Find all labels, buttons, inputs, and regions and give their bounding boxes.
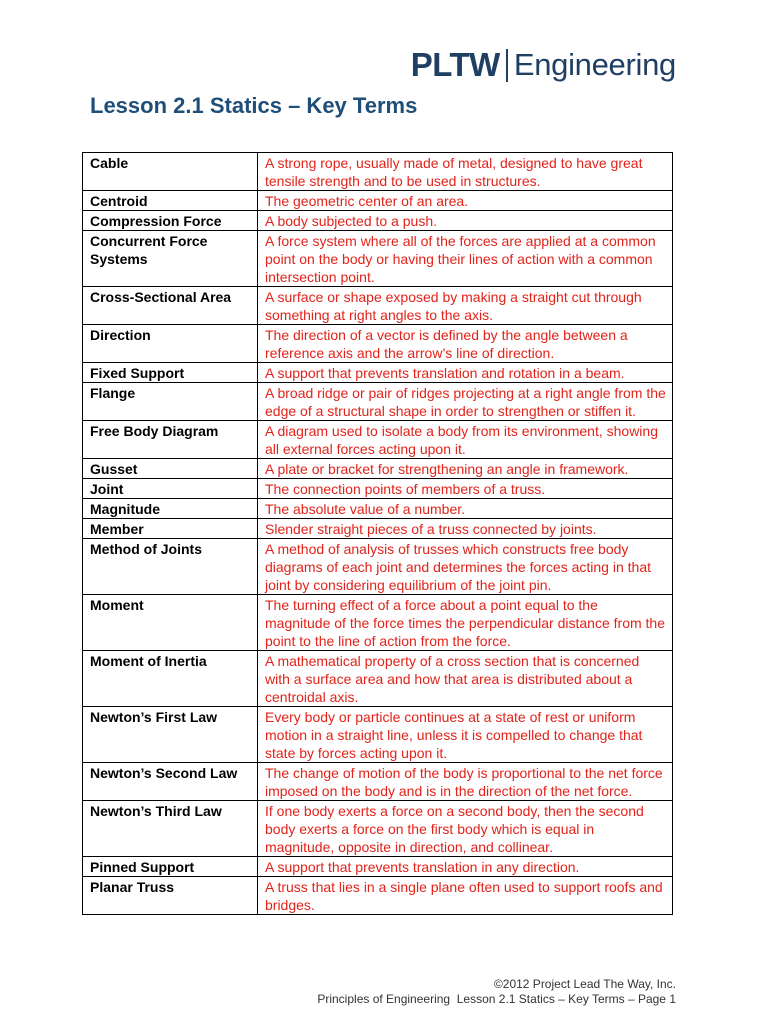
term-definition: Slender straight pieces of a truss connected by joints. <box>258 519 673 539</box>
term-name: Joint <box>83 479 258 499</box>
term-name: Member <box>83 519 258 539</box>
term-definition: If one body exerts a force on a second body, then the second body exerts a force on the first body which is equal in magnitude, opposite in direction, and collinear. <box>258 801 673 857</box>
term-row <box>83 287 673 325</box>
term-row <box>83 539 673 595</box>
term-name: Cross-Sectional Area <box>83 287 258 325</box>
term-definition: A support that prevents translation in any direction. <box>258 857 673 877</box>
term-row <box>83 707 673 763</box>
term-name: Direction <box>83 325 258 363</box>
term-row <box>83 801 673 857</box>
term-definition: The geometric center of an area. <box>258 191 673 211</box>
term-name: Planar Truss <box>83 877 258 915</box>
term-name: Fixed Support <box>83 363 258 383</box>
term-row <box>83 857 673 877</box>
key-terms-body <box>83 153 673 915</box>
term-definition: A diagram used to isolate a body from its environment, showing all external forces acting upon it. <box>258 421 673 459</box>
term-name: Centroid <box>83 191 258 211</box>
term-name: Newton’s First Law <box>83 707 258 763</box>
term-name: Cable <box>83 153 258 191</box>
term-definition: A broad ridge or pair of ridges projecting at a right angle from the edge of a structural shape in order to strengthen or stiffen it. <box>258 383 673 421</box>
term-definition: A method of analysis of trusses which constructs free body diagrams of each joint and determines the forces acting in that joint by considering equilibrium of the joint pin. <box>258 539 673 595</box>
page-footer <box>317 977 676 1007</box>
term-row <box>83 211 673 231</box>
footer-course-line: Principles of Engineering Lesson 2.1 Statics – Key Terms – Page 1 <box>317 992 676 1006</box>
term-name: Pinned Support <box>83 857 258 877</box>
term-definition: A strong rope, usually made of metal, designed to have great tensile strength and to be used in structures. <box>258 153 673 191</box>
term-row <box>83 499 673 519</box>
term-row <box>83 877 673 915</box>
term-definition: The turning effect of a force about a point equal to the magnitude of the force times the perpendicular distance from the point to the line of action from the force. <box>258 595 673 651</box>
term-definition: The change of motion of the body is proportional to the net force imposed on the body and is in the direction of the net force. <box>258 763 673 801</box>
term-row <box>83 479 673 499</box>
pltw-engineering-logo <box>411 46 676 84</box>
term-definition: A truss that lies in a single plane often used to support roofs and bridges. <box>258 877 673 915</box>
term-definition: Every body or particle continues at a state of rest or uniform motion in a straight line, unless it is compelled to change that state by forces acting upon it. <box>258 707 673 763</box>
term-definition: A surface or shape exposed by making a straight cut through something at right angles to the axis. <box>258 287 673 325</box>
term-name: Magnitude <box>83 499 258 519</box>
key-terms-table <box>82 152 673 915</box>
term-name: Moment <box>83 595 258 651</box>
page-title: Lesson 2.1 Statics – Key Terms <box>90 93 418 118</box>
term-row <box>83 459 673 479</box>
term-definition: The connection points of members of a truss. <box>258 479 673 499</box>
logo-divider <box>506 49 508 82</box>
term-definition: The direction of a vector is defined by the angle between a reference axis and the arrow’s line of direction. <box>258 325 673 363</box>
term-name: Moment of Inertia <box>83 651 258 707</box>
term-row <box>83 325 673 363</box>
logo-brand: PLTW <box>410 46 500 83</box>
term-row <box>83 363 673 383</box>
term-row <box>83 421 673 459</box>
term-row <box>83 153 673 191</box>
term-row <box>83 651 673 707</box>
term-definition: A support that prevents translation and rotation in a beam. <box>258 363 673 383</box>
term-name: Compression Force <box>83 211 258 231</box>
logo-subbrand: Engineering <box>513 47 676 82</box>
term-name: Newton’s Third Law <box>83 801 258 857</box>
footer-copyright: ©2012 Project Lead The Way, Inc. <box>493 977 676 991</box>
term-name: Newton’s Second Law <box>83 763 258 801</box>
term-definition: A mathematical property of a cross section that is concerned with a surface area and how that area is distributed about a centroidal axis. <box>258 651 673 707</box>
term-row <box>83 519 673 539</box>
term-row <box>83 191 673 211</box>
term-row <box>83 595 673 651</box>
term-name: Free Body Diagram <box>83 421 258 459</box>
term-definition: A body subjected to a push. <box>258 211 673 231</box>
term-definition: The absolute value of a number. <box>258 499 673 519</box>
term-row <box>83 231 673 287</box>
term-row <box>83 383 673 421</box>
term-definition: A force system where all of the forces are applied at a common point on the body or having their lines of action with a common intersection point. <box>258 231 673 287</box>
term-definition: A plate or bracket for strengthening an angle in framework. <box>258 459 673 479</box>
term-row <box>83 763 673 801</box>
term-name: Concurrent Force Systems <box>83 231 258 287</box>
term-name: Gusset <box>83 459 258 479</box>
term-name: Flange <box>83 383 258 421</box>
term-name: Method of Joints <box>83 539 258 595</box>
